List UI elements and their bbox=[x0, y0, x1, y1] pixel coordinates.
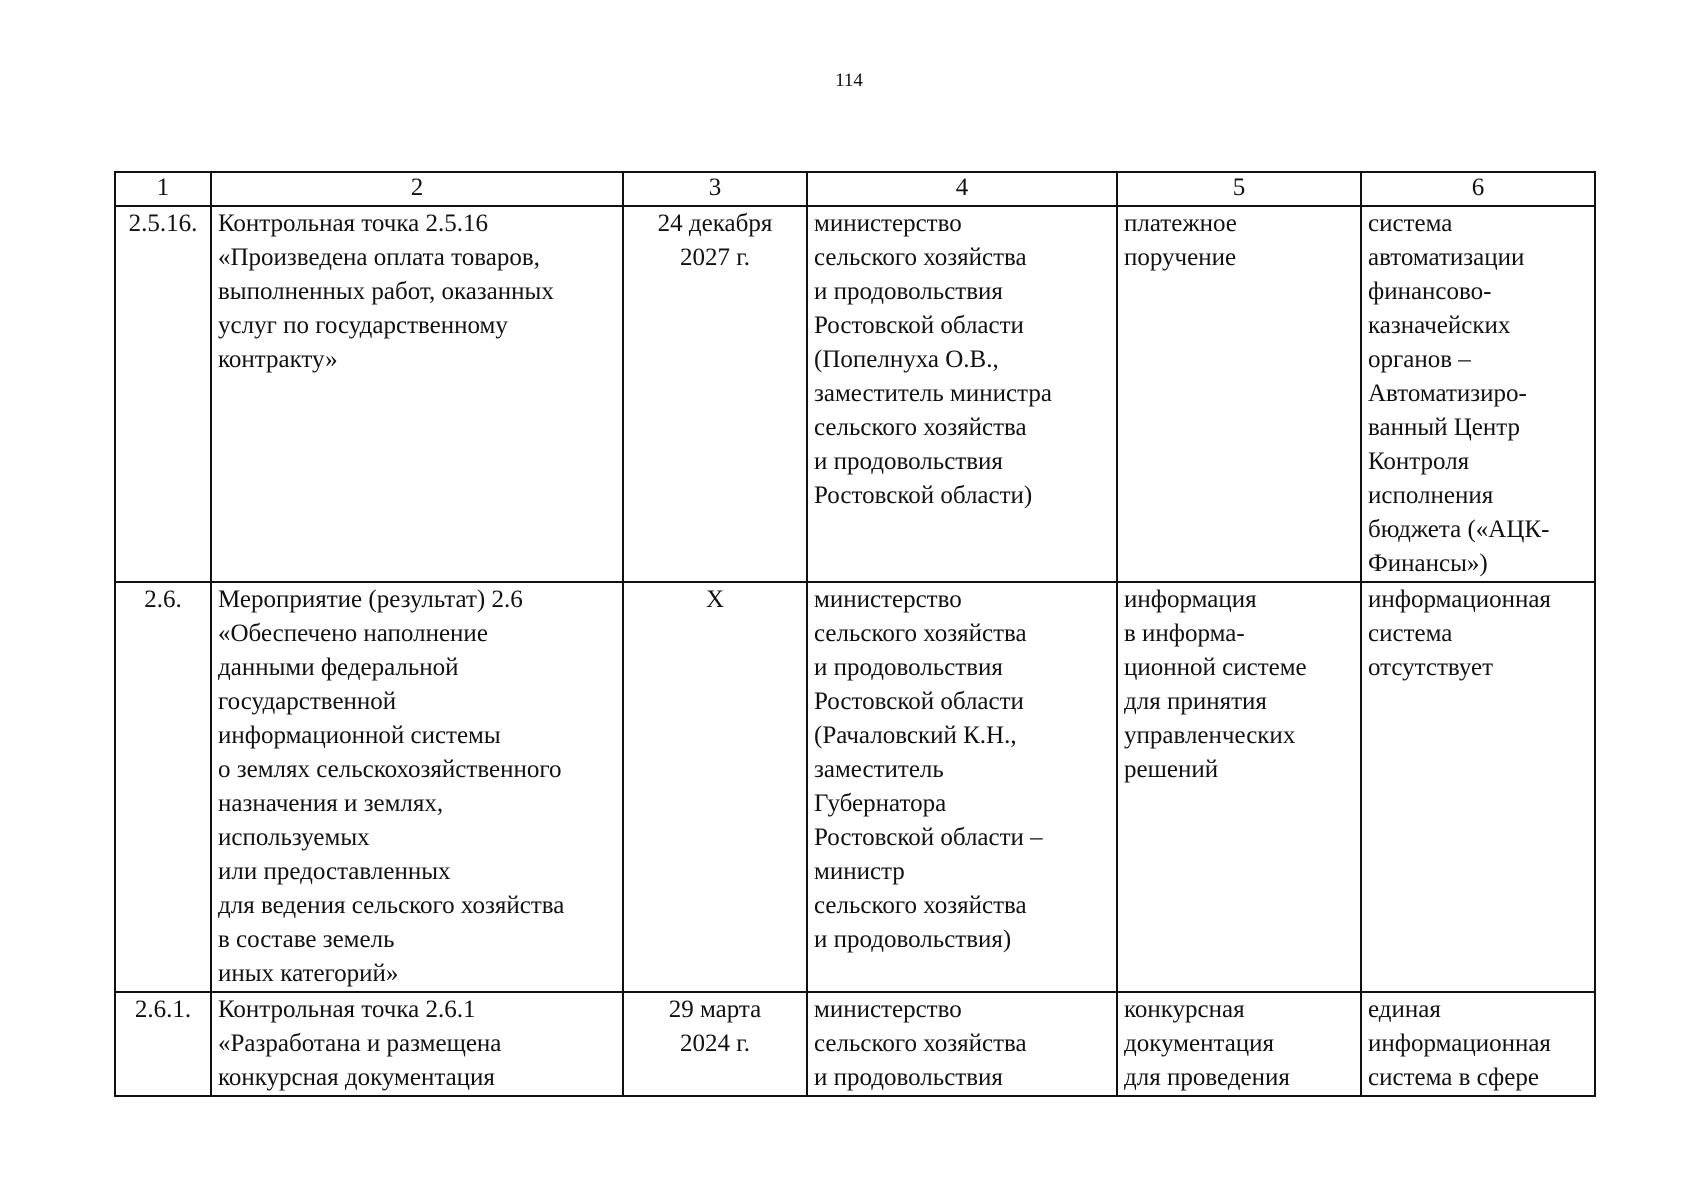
row-document: платежное поручение bbox=[1117, 206, 1361, 582]
page-number: 114 bbox=[835, 70, 863, 91]
row-name: Контрольная точка 2.6.1 «Разработана и размещена конкурсная документация bbox=[211, 992, 623, 1096]
row-date: 29 марта 2024 г. bbox=[623, 992, 807, 1096]
row-number: 2.6.1. bbox=[115, 992, 211, 1096]
row-name: Мероприятие (результат) 2.6 «Обеспечено наполнение данными федеральной государственной информационной системы о землях сельскохозяйственного назначения и землях, используемых или предоставленных для ведения сельского хозяйства в составе земель иных категорий» bbox=[211, 582, 623, 992]
row-name: Контрольная точка 2.5.16 «Произведена оплата товаров, выполненных работ, оказанных услуг по государственному контракту» bbox=[211, 206, 623, 582]
row-system: единая информационная система в сфере bbox=[1361, 992, 1595, 1096]
row-system: система автоматизации финансово- казначейских органов – Автоматизиро- ванный Центр Контроля исполнения бюджета («АЦК- Финансы») bbox=[1361, 206, 1595, 582]
header-cell: 5 bbox=[1117, 172, 1361, 206]
header-cell: 2 bbox=[211, 172, 623, 206]
row-date: Х bbox=[623, 582, 807, 992]
row-responsible: министерство сельского хозяйства и продовольствия Ростовской области (Рачаловский К.Н., заместитель Губернатора Ростовской области – министр сельского хозяйства и продовольствия) bbox=[807, 582, 1117, 992]
row-document: конкурсная документация для проведения bbox=[1117, 992, 1361, 1096]
row-number: 2.5.16. bbox=[115, 206, 211, 582]
table-header-row bbox=[115, 172, 1595, 206]
table-row bbox=[115, 582, 1595, 992]
header-cell: 3 bbox=[623, 172, 807, 206]
header-cell: 1 bbox=[115, 172, 211, 206]
plan-table bbox=[114, 171, 1596, 1097]
row-document: информация в информа- ционной системе для принятия управленческих решений bbox=[1117, 582, 1361, 992]
row-system: информационная система отсутствует bbox=[1361, 582, 1595, 992]
header-cell: 6 bbox=[1361, 172, 1595, 206]
table-row bbox=[115, 992, 1595, 1096]
row-responsible: министерство сельского хозяйства и продовольствия Ростовской области (Попелнуха О.В., заместитель министра сельского хозяйства и продовольствия Ростовской области) bbox=[807, 206, 1117, 582]
header-cell: 4 bbox=[807, 172, 1117, 206]
table-row bbox=[115, 206, 1595, 582]
row-number: 2.6. bbox=[115, 582, 211, 992]
row-responsible: министерство сельского хозяйства и продовольствия bbox=[807, 992, 1117, 1096]
row-date: 24 декабря 2027 г. bbox=[623, 206, 807, 582]
